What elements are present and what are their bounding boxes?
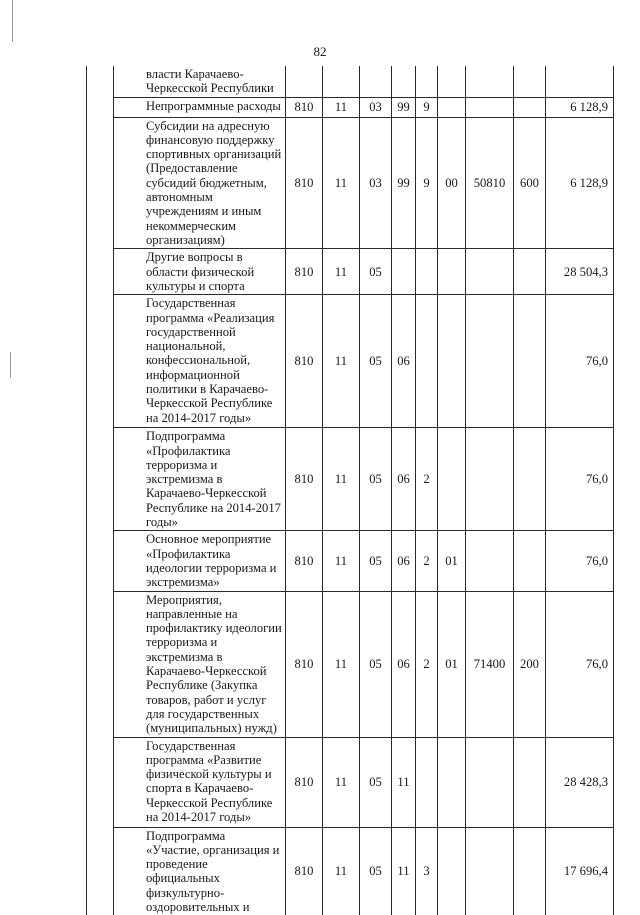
cell-c6 (438, 66, 466, 97)
cell-c1: 810 (286, 737, 323, 827)
row-name: Субсидии на адресную финансовую поддержку спортивных организаций (Предоставление субсидий бюджетным, автономным учреждениям и иным некоммерческим организациям) (114, 117, 286, 249)
cell-c6 (438, 827, 466, 915)
cell-c1: 810 (286, 531, 323, 591)
cell-c2: 11 (323, 737, 360, 827)
cell-c5: 2 (416, 591, 438, 737)
table-row (87, 531, 614, 591)
row-name: Другие вопросы в области физической культуры и спорта (114, 249, 286, 295)
cell-c3: 05 (360, 827, 392, 915)
cell-c8: 200 (514, 591, 546, 737)
cell-c5 (416, 66, 438, 97)
cell-amount: 28 428,3 (546, 737, 614, 827)
cell-c3: 05 (360, 295, 392, 428)
table-row (87, 295, 614, 428)
cell-c8 (514, 827, 546, 915)
table-row (87, 249, 614, 295)
cell-c4: 06 (392, 295, 416, 428)
cell-c3: 03 (360, 97, 392, 117)
cell-c5: 2 (416, 428, 438, 531)
cell-c4 (392, 66, 416, 97)
cell-c4: 99 (392, 97, 416, 117)
row-name: Основное мероприятие «Профилактика идеологии терроризма и экстремизма» (114, 531, 286, 591)
cell-c5 (416, 249, 438, 295)
cell-c5: 9 (416, 97, 438, 117)
cell-amount: 76,0 (546, 531, 614, 591)
cell-c2 (323, 66, 360, 97)
cell-c5 (416, 295, 438, 428)
cell-c7 (466, 66, 514, 97)
cell-c7 (466, 428, 514, 531)
cell-c3: 03 (360, 117, 392, 249)
cell-c1: 810 (286, 97, 323, 117)
cell-c4: 99 (392, 117, 416, 249)
cell-c7 (466, 295, 514, 428)
cell-c5 (416, 737, 438, 827)
table-row (87, 827, 614, 915)
cell-c7 (466, 531, 514, 591)
cell-amount: 17 696,4 (546, 827, 614, 915)
cell-c5: 2 (416, 531, 438, 591)
cell-c5: 9 (416, 117, 438, 249)
cell-c7: 71400 (466, 591, 514, 737)
cell-c5: 3 (416, 827, 438, 915)
cell-c7 (466, 737, 514, 827)
cell-c7 (466, 97, 514, 117)
cell-c8 (514, 428, 546, 531)
cell-c3: 05 (360, 531, 392, 591)
cell-c1: 810 (286, 428, 323, 531)
table-row (87, 428, 614, 531)
cell-amount: 6 128,9 (546, 97, 614, 117)
cell-amount: 76,0 (546, 591, 614, 737)
row-name: Непрограммные расходы (114, 97, 286, 117)
table-row (87, 97, 614, 117)
row-name: власти Карачаево-Черкесской Республики (114, 66, 286, 97)
cell-c3: 05 (360, 249, 392, 295)
cell-c8 (514, 737, 546, 827)
cell-c2: 11 (323, 531, 360, 591)
cell-c2: 11 (323, 117, 360, 249)
cell-c4 (392, 249, 416, 295)
cell-c6: 00 (438, 117, 466, 249)
cell-amount: 28 504,3 (546, 249, 614, 295)
row-name: Подпрограмма «Участие, организация и проведение официальных физкультурно-оздоровительных и (114, 827, 286, 915)
cell-amount: 76,0 (546, 295, 614, 428)
row-name: Мероприятия, направленные на профилактику идеологии терроризма и экстремизма в Карачаево-Черкесской Республике (Закупка товаров, работ и услуг для государственных (муниципальных) нужд) (114, 591, 286, 737)
cell-c1: 810 (286, 117, 323, 249)
cell-amount: 76,0 (546, 428, 614, 531)
cell-c6 (438, 295, 466, 428)
cell-c2: 11 (323, 97, 360, 117)
cell-c1: 810 (286, 591, 323, 737)
cell-c3: 05 (360, 591, 392, 737)
cell-c1: 810 (286, 827, 323, 915)
cell-c3: 05 (360, 428, 392, 531)
cell-c2: 11 (323, 295, 360, 428)
cell-c2: 11 (323, 249, 360, 295)
row-name: Государственная программа «Развитие физической культуры и спорта в Карачаево-Черкесской Республике на 2014-2017 годы» (114, 737, 286, 827)
cell-amount: 6 128,9 (546, 117, 614, 249)
cell-c8 (514, 249, 546, 295)
cell-c6 (438, 428, 466, 531)
page-number: 82 (313, 44, 327, 59)
cell-c6 (438, 737, 466, 827)
cell-c2: 11 (323, 428, 360, 531)
cell-amount (546, 66, 614, 97)
cell-c3: 05 (360, 737, 392, 827)
cell-c1: 810 (286, 249, 323, 295)
row-name: Государственная программа «Реализация государственной национальной, конфессиональной, информационной политики в Карачаево-Черкесской Республике на 2014-2017 годы» (114, 295, 286, 428)
row-name: Подпрограмма «Профилактика терроризма и экстремизма в Карачаево-Черкесской Республике на 2014-2017 годы» (114, 428, 286, 531)
cell-c6 (438, 97, 466, 117)
table-row (87, 66, 614, 97)
table-row (87, 737, 614, 827)
cell-c8 (514, 531, 546, 591)
cell-c8: 600 (514, 117, 546, 249)
cell-c4: 06 (392, 531, 416, 591)
cell-c7: 50810 (466, 117, 514, 249)
cell-c6 (438, 249, 466, 295)
cell-c6: 01 (438, 591, 466, 737)
cell-c1 (286, 66, 323, 97)
margin-mark-middle (10, 352, 11, 378)
table-row (87, 117, 614, 249)
cell-c8 (514, 97, 546, 117)
cell-c2: 11 (323, 591, 360, 737)
budget-table (86, 66, 614, 915)
cell-c8 (514, 295, 546, 428)
cell-c8 (514, 66, 546, 97)
cell-c7 (466, 827, 514, 915)
cell-c3 (360, 66, 392, 97)
cell-c4: 11 (392, 827, 416, 915)
cell-c4: 11 (392, 737, 416, 827)
cell-c6: 01 (438, 531, 466, 591)
cell-c4: 06 (392, 428, 416, 531)
margin-mark-top (12, 0, 13, 42)
table-row (87, 591, 614, 737)
cell-c2: 11 (323, 827, 360, 915)
cell-c4: 06 (392, 591, 416, 737)
cell-c1: 810 (286, 295, 323, 428)
cell-c7 (466, 249, 514, 295)
